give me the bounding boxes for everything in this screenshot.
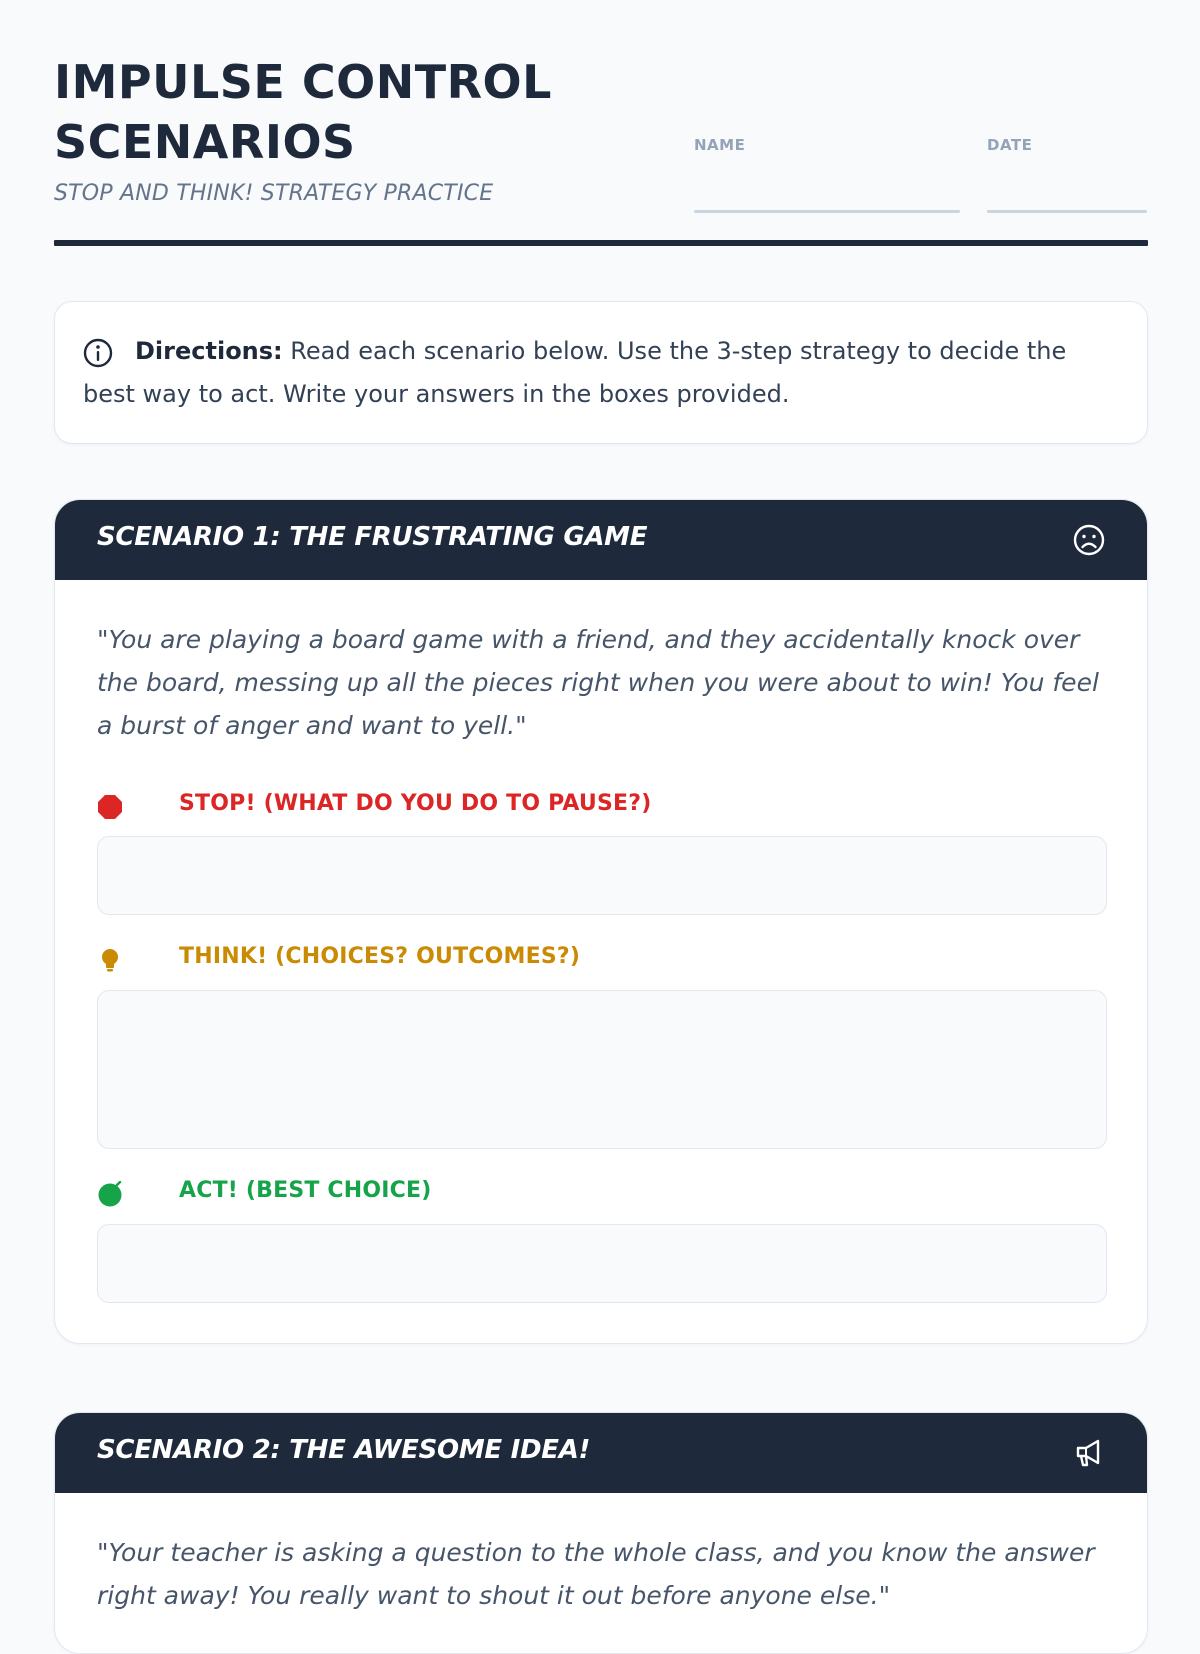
scenario-header — [55, 1413, 1147, 1493]
directions-body: Read each scenario below. Use the 3-step strategy to decide the best way to act. Write your answers in the boxes provided. — [83, 337, 1067, 408]
scenario-title: SCENARIO 2: THE AWESOME IDEA! — [97, 1435, 591, 1465]
directions-box — [54, 301, 1148, 444]
megaphone-icon — [1072, 1436, 1106, 1470]
worksheet-header — [54, 0, 1148, 248]
name-underline[interactable] — [694, 210, 960, 213]
scenario-title: SCENARIO 1: THE FRUSTRATING GAME — [97, 522, 648, 552]
name-field[interactable] — [694, 136, 960, 154]
header-divider — [54, 240, 1148, 246]
scenario-card-2 — [54, 1412, 1148, 1654]
act-answer-box[interactable] — [97, 1224, 1107, 1303]
lightbulb-icon — [97, 947, 123, 973]
page-title: IMPULSE CONTROL SCENARIOS — [54, 55, 552, 169]
act-step-text: ACT! (BEST CHOICE) — [179, 1178, 432, 1203]
scenario-card-1 — [54, 499, 1148, 1344]
date-field[interactable] — [987, 136, 1147, 154]
date-label: DATE — [987, 136, 1033, 154]
stop-step-text: STOP! (WHAT DO YOU DO TO PAUSE?) — [179, 791, 652, 816]
stop-sign-icon — [97, 794, 123, 820]
directions-text — [83, 330, 1123, 416]
directions-lead: Directions: — [135, 337, 283, 365]
scenario-header — [55, 500, 1147, 580]
name-label: NAME — [694, 136, 746, 154]
sad-face-icon — [1072, 523, 1106, 557]
think-answer-box[interactable] — [97, 990, 1107, 1149]
worksheet-page — [54, 0, 1148, 1610]
page-subtitle: STOP AND THINK! STRATEGY PRACTICE — [54, 181, 494, 206]
scenario-quote: "You are playing a board game with a friend, and they accidentally knock over the board, messing up all the pieces right when you were about to win! You feel a burst of anger and want to yell." — [97, 625, 1099, 740]
date-underline[interactable] — [987, 210, 1147, 213]
checkmark-circle-icon — [97, 1181, 123, 1207]
stop-answer-box[interactable] — [97, 836, 1107, 915]
scenario-quote: "Your teacher is asking a question to the whole class, and you know the answer right away! You really want to shout it out before anyone else." — [97, 1538, 1095, 1610]
think-step-text: THINK! (CHOICES? OUTCOMES?) — [179, 944, 581, 969]
